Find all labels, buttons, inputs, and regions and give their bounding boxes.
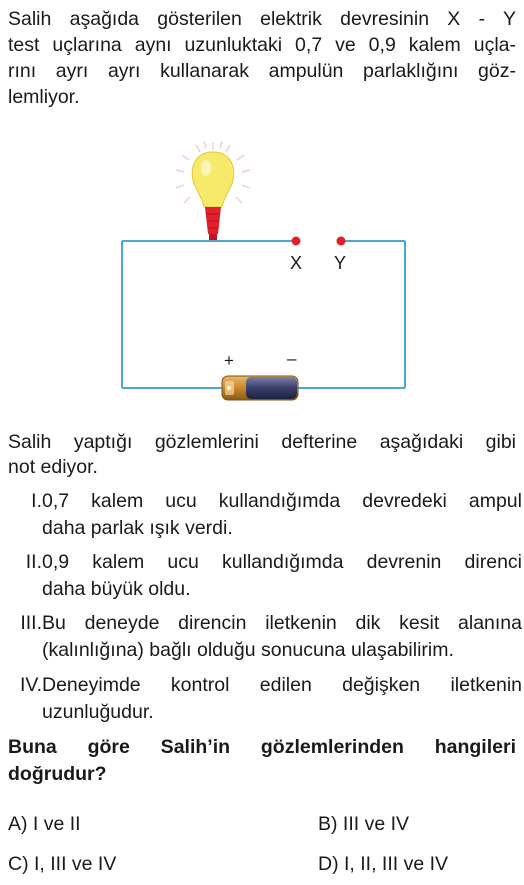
question-stem <box>8 734 516 788</box>
item-line: Bu deneyde direncin iletkenin dik kesit alanına <box>42 612 522 634</box>
question-line: doğrudur? <box>8 763 107 785</box>
battery-plus-label: + <box>224 351 234 370</box>
terminal-y-icon <box>337 237 346 246</box>
item-number: II. <box>25 551 42 573</box>
paragraph-line: not ediyor. <box>8 456 98 478</box>
intro-text <box>8 6 516 110</box>
item-line: daha parlak ışık verdi. <box>42 517 233 539</box>
item-text <box>42 610 522 664</box>
question-line: Buna göre Salih’in gözlemlerinden hangileri <box>8 736 516 758</box>
intro-line: lemliyor. <box>8 86 80 108</box>
answer-option-d[interactable]: D) I, II, III ve IV <box>318 853 449 875</box>
light-bulb-icon <box>192 152 233 240</box>
item-line: 0,9 kalem ucu kullandığımda devrenin direnci <box>42 551 522 573</box>
item-text <box>42 549 522 603</box>
battery-minus-label: – <box>287 349 297 368</box>
item-number: III. <box>20 612 42 634</box>
battery-icon <box>222 376 298 400</box>
item-line: (kalınlığına) bağlı olduğu sonucuna ulaşabilirim. <box>42 639 454 661</box>
terminal-x-label: X <box>290 253 303 273</box>
item-text <box>42 488 522 542</box>
terminal-x-icon <box>292 237 301 246</box>
intro-line: Salih aşağıda gösterilen elektrik devresinin X - Y <box>8 8 516 30</box>
item-line: Deneyimde kontrol edilen değişken iletkenin <box>42 674 522 696</box>
item-number: I. <box>31 490 42 512</box>
intro-line: rını ayrı ayrı kullanarak ampulün parlaklığını göz- <box>8 60 516 82</box>
terminal-y-label: Y <box>334 253 347 273</box>
answer-option-c[interactable]: C) I, III ve IV <box>8 853 117 875</box>
answer-option-a[interactable]: A) I ve II <box>8 813 81 835</box>
item-line: 0,7 kalem ucu kullandığımda devredeki ampul <box>42 490 522 512</box>
intro-line: test uçlarına aynı uzunluktaki 0,7 ve 0,9 kalem uçla- <box>8 34 516 56</box>
circuit-diagram <box>0 140 524 410</box>
item-number: IV. <box>19 674 42 696</box>
circuit-wire <box>122 241 405 388</box>
answer-option-b[interactable]: B) III ve IV <box>318 813 410 835</box>
item-line: daha büyük oldu. <box>42 578 191 600</box>
paragraph-line: Salih yaptığı gözlemlerini defterine aşağıdaki gibi <box>8 431 516 453</box>
item-text <box>42 672 522 726</box>
observation-intro <box>8 430 516 480</box>
item-line: uzunluğudur. <box>42 701 154 723</box>
